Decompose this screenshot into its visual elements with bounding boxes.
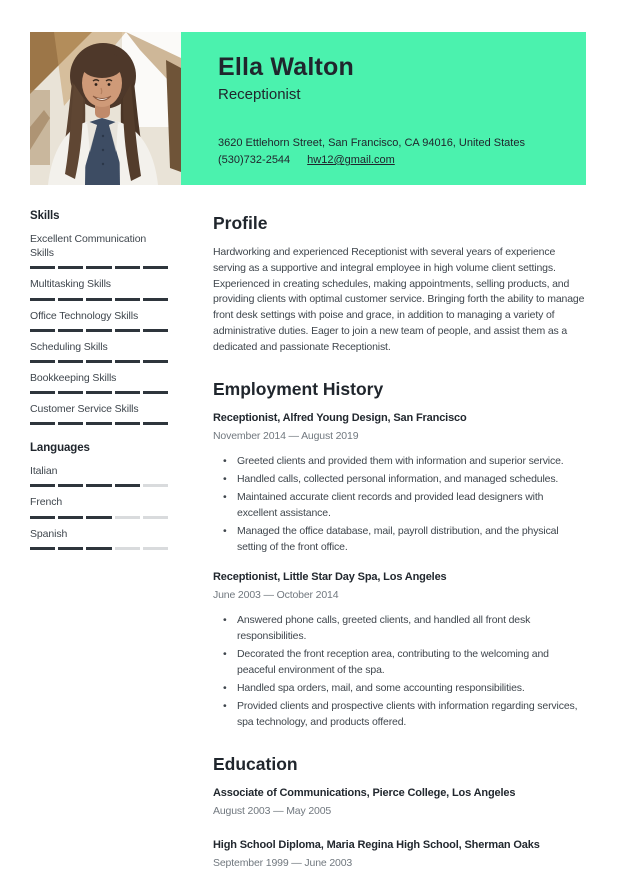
person-name: Ella Walton <box>218 53 355 81</box>
language-item <box>30 464 168 487</box>
header-row <box>0 0 619 185</box>
skill-label: Multitasking Skills <box>30 278 111 291</box>
profile-photo <box>30 32 181 185</box>
language-label: Spanish <box>30 527 68 540</box>
language-level-bar <box>30 547 168 550</box>
skill-label: Bookkeeping Skills <box>30 371 117 384</box>
language-level-bar <box>30 484 168 487</box>
job-bullet: • Greeted clients and provided them with information and superior service. <box>234 454 586 470</box>
skill-level-bar <box>30 329 168 332</box>
main-column <box>213 210 586 892</box>
job-bullet: • Managed the office database, mail, payroll distribution, and the physical setting of the front office. <box>234 524 586 556</box>
job-bullet: • Answered phone calls, greeted clients, and handled all front desk responsibilities. <box>234 613 586 645</box>
language-item <box>30 495 168 518</box>
job-entry-title: Receptionist, Little Star Day Spa, Los Angeles <box>213 570 447 583</box>
job-bullet-list <box>213 613 586 731</box>
language-item <box>30 527 168 550</box>
education-entry <box>213 838 586 872</box>
address: 3620 Ettlehorn Street, San Francisco, CA 94016, United States <box>218 136 525 149</box>
skill-label: Scheduling Skills <box>30 340 108 353</box>
skill-level-bar <box>30 298 168 301</box>
job-bullet: • Decorated the front reception area, contributing to the welcoming and peaceful environment of the spa. <box>234 647 586 679</box>
employment-section <box>213 376 586 731</box>
contact-block <box>218 135 566 169</box>
profile-text: Hardworking and experienced Receptionist with several years of experience serving as a supportive and integral employee in high volume client settings. Experienced in creating schedules, making appointments, selling products, and providing clients with optimal customer service. Bringing forth the ability to manage front desk settings with poise and grace, in addition to managing a variety of administrative duties. Eager to join a new team of people, and assist them as a dedicated and passionate Receptionist. <box>213 245 585 354</box>
language-level-bar <box>30 516 168 519</box>
skill-label: Excellent Communication Skills <box>30 233 147 260</box>
skill-level-bar <box>30 266 168 269</box>
skill-item <box>30 402 168 425</box>
job-title: Receptionist <box>218 85 301 103</box>
education-entry-title: Associate of Communications, Pierce College, Los Angeles <box>213 786 516 799</box>
skill-item <box>30 371 168 394</box>
skills-heading: Skills <box>30 210 60 222</box>
job-entry-dates: June 2003 — October 2014 <box>213 589 339 602</box>
job-entry <box>213 570 586 731</box>
skill-level-bar <box>30 360 168 363</box>
education-heading: Education <box>213 753 298 774</box>
employment-heading: Employment History <box>213 379 384 400</box>
skill-item <box>30 232 168 269</box>
profile-section <box>213 210 586 356</box>
education-entry-title: High School Diploma, Maria Regina High School, Sherman Oaks <box>213 838 540 851</box>
skill-level-bar <box>30 422 168 425</box>
skills-block <box>30 210 168 425</box>
skill-label: Customer Service Skills <box>30 403 139 416</box>
skill-label: Office Technology Skills <box>30 309 139 322</box>
language-label: Italian <box>30 465 58 478</box>
job-bullet: • Provided clients and prospective clients with information regarding services, spa technology, and products offered. <box>234 699 586 731</box>
education-entry <box>213 786 586 820</box>
portrait-illustration <box>30 32 181 185</box>
body-row <box>0 185 619 892</box>
job-bullet: • Handled spa orders, mail, and some accounting responsibilities. <box>234 681 586 697</box>
skill-item <box>30 340 168 363</box>
header-banner <box>181 32 586 185</box>
phone-number: (530)732-2544 <box>218 153 291 166</box>
education-entry-dates: August 2003 — May 2005 <box>213 804 332 817</box>
skill-item <box>30 277 168 300</box>
job-entry-dates: November 2014 — August 2019 <box>213 430 359 443</box>
education-entry-dates: September 1999 — June 2003 <box>213 857 353 870</box>
email-link[interactable]: hw12@gmail.com <box>307 153 395 166</box>
job-bullet-list <box>213 454 586 556</box>
education-section <box>213 751 586 872</box>
job-bullet: • Handled calls, collected personal information, and managed schedules. <box>234 472 586 488</box>
language-label: French <box>30 496 63 509</box>
job-entry <box>213 411 586 556</box>
languages-block <box>30 442 168 550</box>
skill-item <box>30 309 168 332</box>
profile-heading: Profile <box>213 213 268 233</box>
sidebar <box>30 210 168 892</box>
job-bullet: • Maintained accurate client records and provided lead designers with excellent assistance. <box>234 490 586 522</box>
skill-level-bar <box>30 391 168 394</box>
job-entry-title: Receptionist, Alfred Young Design, San Francisco <box>213 411 467 424</box>
languages-heading: Languages <box>30 442 90 455</box>
